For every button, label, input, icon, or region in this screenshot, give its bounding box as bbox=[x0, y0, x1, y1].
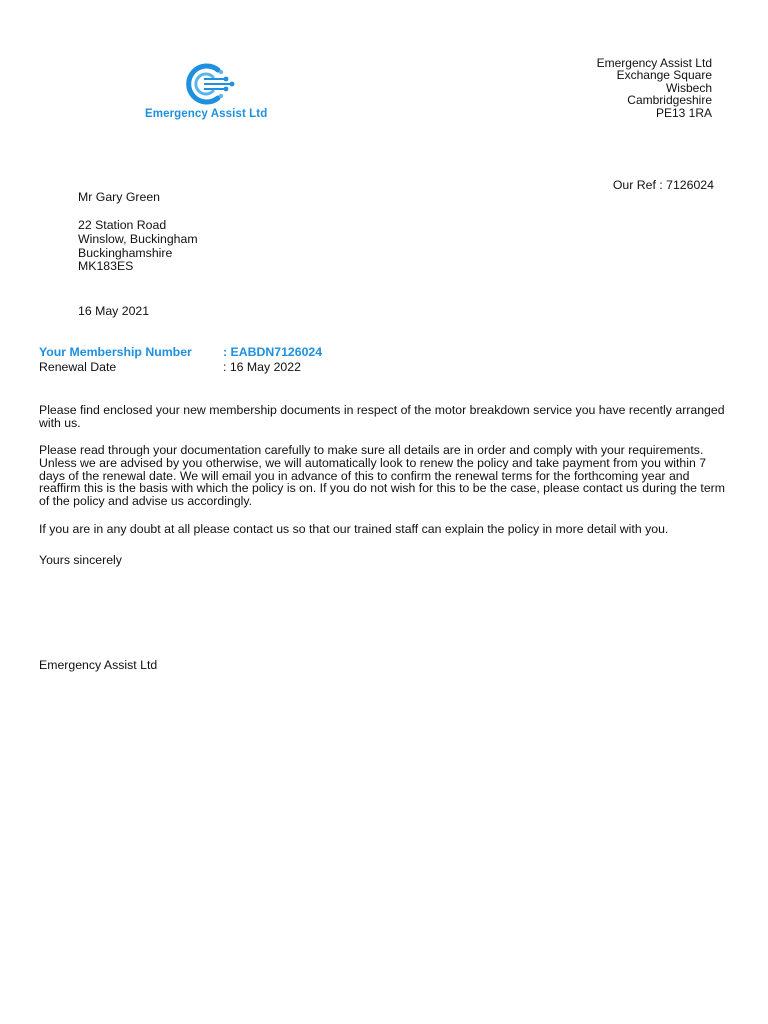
letter-date: 16 May 2021 bbox=[78, 304, 150, 318]
body-paragraph: If you are in any doubt at all please contact us so that our trained staff can explain the policy in more detail with you. bbox=[39, 521, 669, 536]
company-address-line: PE13 1RA bbox=[655, 105, 712, 120]
company-address-line: Wisbech bbox=[665, 80, 712, 95]
recipient-address-line: MK183ES bbox=[78, 259, 134, 274]
logo-circuit-icon bbox=[180, 62, 240, 106]
recipient-address-line: Winslow, Buckingham bbox=[78, 231, 198, 246]
recipient-address-line: Buckinghamshire bbox=[78, 245, 173, 260]
company-address-line: Emergency Assist Ltd bbox=[596, 56, 712, 70]
body-paragraph: Please find enclosed your new membership documents in respect of the motor breakdown service you have recently arranged with us. bbox=[39, 403, 725, 430]
renewal-date-value: : 16 May 2022 bbox=[223, 360, 301, 374]
closing-salutation: Yours sincerely bbox=[39, 553, 122, 567]
reference-number: Our Ref : 7126024 bbox=[612, 178, 714, 192]
membership-number-value: : EABDN7126024 bbox=[223, 345, 323, 359]
membership-number-label: Your Membership Number bbox=[39, 345, 192, 359]
logo-text: Emergency Assist Ltd bbox=[145, 108, 268, 120]
letter-body bbox=[39, 404, 729, 550]
renewal-date-label: Renewal Date bbox=[39, 360, 117, 374]
signatory: Emergency Assist Ltd bbox=[39, 658, 158, 672]
company-logo bbox=[140, 62, 280, 124]
recipient-name: Mr Gary Green bbox=[78, 190, 160, 204]
body-paragraph: Please read through your documentation carefully to make sure all details are in order and comply with your requirements. Unless we are advised by you otherwise, we will automatically look to renew the policy and take payment from you within 7 days of the renewal date. We will email you in advance of this to confirm the renewal terms for the forthcoming year and reaffirm this is the basis with which the policy is on. If you do not wish for this to be the case, please contact us during the term of the policy and advise us accordingly. bbox=[39, 443, 726, 509]
recipient-address-line: 22 Station Road bbox=[78, 218, 167, 232]
company-address bbox=[597, 57, 712, 119]
company-address-line: Exchange Square bbox=[616, 68, 712, 83]
company-address-line: Cambridgeshire bbox=[627, 93, 712, 108]
recipient-address bbox=[78, 219, 198, 274]
